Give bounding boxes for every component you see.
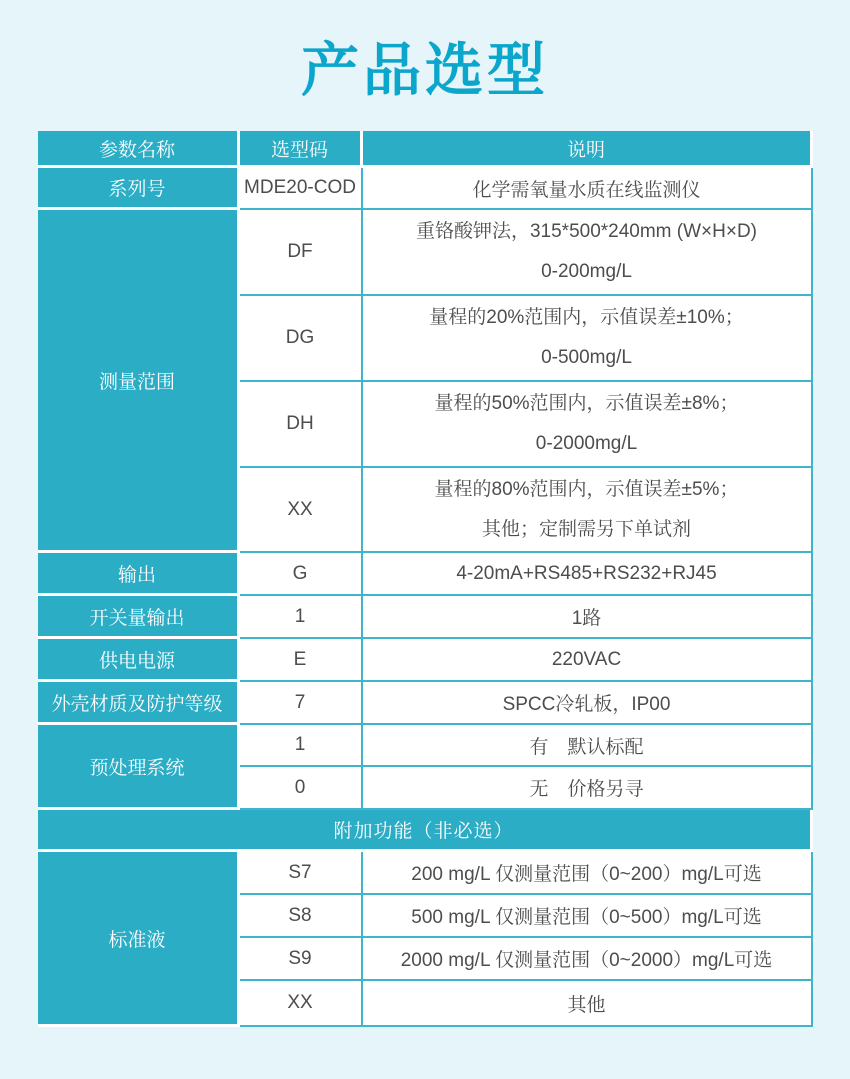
param-label: 开关量输出: [38, 596, 240, 639]
code-cell: MDE20-COD: [240, 168, 363, 210]
desc-line: 0-200mg/L: [541, 261, 632, 282]
param-label: 供电电源: [38, 639, 240, 682]
desc-line: 其他；定制需另下单试剂: [481, 518, 691, 540]
product-selection-table: [38, 131, 813, 1027]
code-cell: S7: [240, 852, 363, 895]
desc-cell: [363, 296, 813, 382]
code-cell: 1: [240, 596, 363, 639]
param-label: 测量范围: [38, 210, 240, 553]
code-cell: G: [240, 553, 363, 596]
desc-cell: 4-20mA+RS485+RS232+RJ45: [363, 553, 813, 596]
table-row: [38, 596, 813, 639]
param-label: 预处理系统: [38, 725, 240, 810]
code-cell: DH: [240, 382, 363, 468]
table-body: [38, 131, 813, 1027]
desc-line: 量程的80%范围内，示值误差±5%；: [434, 478, 739, 500]
desc-cell: [363, 382, 813, 468]
desc-line: 量程的50%范围内，示值误差±8%；: [434, 393, 739, 414]
desc-cell: [363, 210, 813, 296]
table-row: [38, 810, 813, 852]
code-cell: S8: [240, 895, 363, 938]
code-cell: E: [240, 639, 363, 682]
code-cell: DF: [240, 210, 363, 296]
desc-cell: 200 mg/L 仅测量范围（0~200）mg/L可选: [363, 852, 813, 895]
table-row: [38, 725, 813, 767]
table-row: [38, 639, 813, 682]
table-row: [38, 553, 813, 596]
desc-cell: 1路: [363, 596, 813, 639]
table-row: [38, 852, 813, 895]
desc-cell: 500 mg/L 仅测量范围（0~500）mg/L可选: [363, 895, 813, 938]
table-row: [38, 131, 813, 168]
desc-cell: 其他: [363, 981, 813, 1027]
desc-line: 0-2000mg/L: [535, 433, 638, 454]
desc-line: 量程的20%范围内，示值误差±10%；: [429, 307, 744, 328]
code-cell: 7: [240, 682, 363, 725]
param-label: 标准液: [38, 852, 240, 1027]
code-cell: XX: [240, 468, 363, 553]
desc-cell: 无 价格另寻: [363, 767, 813, 810]
table-row: [38, 210, 813, 296]
desc-cell: SPCC冷轧板，IP00: [363, 682, 813, 725]
desc-cell: 220VAC: [363, 639, 813, 682]
param-label: 输出: [38, 553, 240, 596]
table-row: [38, 682, 813, 725]
column-header-1: 选型码: [240, 131, 363, 168]
param-label: 外壳材质及防护等级: [38, 682, 240, 725]
page-title: 产品选型: [300, 38, 549, 103]
code-cell: DG: [240, 296, 363, 382]
param-label: 系列号: [38, 168, 240, 210]
desc-cell: [363, 468, 813, 553]
column-header-0: 参数名称: [38, 131, 240, 168]
desc-cell: 有 默认标配: [363, 725, 813, 767]
code-cell: S9: [240, 938, 363, 981]
section-header: 附加功能（非必选）: [38, 810, 813, 852]
desc-cell: 2000 mg/L 仅测量范围（0~2000）mg/L可选: [363, 938, 813, 981]
desc-cell: 化学需氧量水质在线监测仪: [363, 168, 813, 210]
table-row: [38, 168, 813, 210]
code-cell: 0: [240, 767, 363, 810]
desc-line: 重铬酸钾法，315*500*240mm (W×H×D): [415, 221, 758, 242]
column-header-2: 说明: [363, 131, 813, 168]
code-cell: 1: [240, 725, 363, 767]
desc-line: 0-500mg/L: [541, 347, 632, 368]
code-cell: XX: [240, 981, 363, 1027]
